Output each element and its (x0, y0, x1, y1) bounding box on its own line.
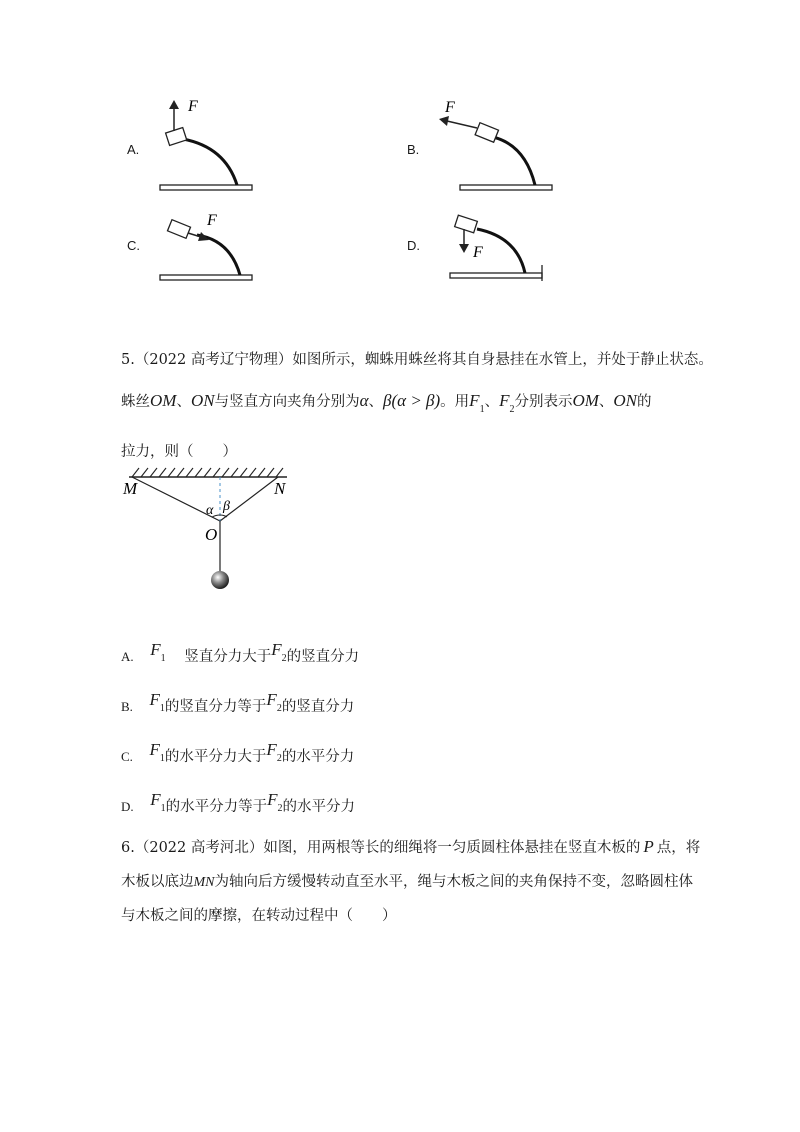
figure-a-diagram (125, 95, 265, 195)
q6-line3: 与木板之间的摩擦，在转动过程中（ ） (121, 908, 397, 924)
label-m: M (123, 479, 138, 498)
label-beta: β (223, 499, 230, 514)
symbol-f2: $F_2$ (271, 640, 287, 665)
option-label: B. (407, 142, 420, 157)
question-number: 6. (121, 840, 135, 856)
option-label: C. (127, 238, 140, 253)
option-letter: A. (121, 649, 134, 664)
q5-line2: 蛛丝OM、ON与竖直方向夹角分别为α、β(α > β)。用$F_1$、$F_2$分别表示OM、ON的 (121, 391, 652, 416)
q5-option-a[interactable]: A. $F_1$ 竖直分力大于$F_2$的竖直分力 (121, 640, 360, 665)
figure-option-d (405, 205, 555, 290)
spider-diagram (122, 465, 302, 600)
label-o: O (205, 525, 218, 544)
q5-option-d[interactable]: D. $F_1$的水平分力等于$F_2$的水平分力 (121, 790, 356, 815)
q5-option-c[interactable]: C. $F_1$的水平分力大于$F_2$的水平分力 (121, 740, 355, 765)
option-label: D. (407, 238, 420, 253)
symbol-condition: (α > β) (391, 391, 441, 410)
symbol-om: OM (150, 391, 177, 410)
figure-b-diagram (405, 95, 555, 195)
svg-text:F: F (207, 212, 217, 229)
force-label: F (188, 98, 198, 115)
q6-line2: 木板以底边MN为轴向后方缓慢转动直至水平，绳与木板之间的夹角保持不变，忽略圆柱体 (121, 874, 693, 890)
svg-text:F: F (445, 99, 455, 116)
symbol-alpha: α (359, 391, 369, 410)
option-letter: D. (121, 799, 134, 814)
label-alpha: α (206, 503, 214, 518)
symbol-f1: $F_1$ (150, 640, 166, 665)
symbol-f2: $F_2$ (266, 740, 282, 765)
symbol-f1: $F_1$ (150, 790, 166, 815)
question-text: 如图所示，蜘蛛用蛛丝将其自身悬挂在水管上，并处于静止状态。 (292, 352, 713, 368)
spider-ball (211, 571, 229, 589)
option-letter: C. (121, 749, 133, 764)
figure-option-c (125, 205, 265, 290)
symbol-f1: $F_1$ (149, 690, 165, 715)
symbol-f1: $F_1$ (469, 391, 485, 416)
q5-line3: 拉力，则（ ） (121, 444, 237, 460)
question-number: 5. (121, 352, 135, 368)
q5-line1 (121, 348, 713, 369)
symbol-f2: $F_2$ (267, 790, 283, 815)
figure-c-diagram (125, 205, 265, 290)
svg-text:F: F (473, 244, 483, 261)
option-label: A. (127, 142, 140, 157)
symbol-mn: MN (193, 875, 215, 890)
symbol-p: P (643, 837, 654, 856)
symbol-on: ON (190, 391, 215, 410)
question-source: （2022 高考河北） (134, 840, 264, 856)
q5-option-b[interactable]: B. $F_1$的竖直分力等于$F_2$的竖直分力 (121, 690, 355, 715)
figure-option-b (405, 95, 555, 195)
figure-option-a (125, 95, 265, 195)
symbol-f2: $F_2$ (499, 391, 515, 416)
symbol-f1: $F_1$ (149, 740, 165, 765)
figure-d-diagram (405, 205, 555, 290)
label-n: N (274, 479, 286, 498)
symbol-beta: β (383, 391, 392, 410)
option-letter: B. (121, 699, 133, 714)
question-source: （2022 高考辽宁物理） (134, 352, 293, 368)
q6-line1: 6.（2022 高考河北）如图，用两根等长的细绳将一匀质圆柱体悬挂在竖直木板的 P 点，将 (121, 837, 701, 856)
ceiling-hatching (132, 468, 283, 477)
symbol-f2: $F_2$ (266, 690, 282, 715)
